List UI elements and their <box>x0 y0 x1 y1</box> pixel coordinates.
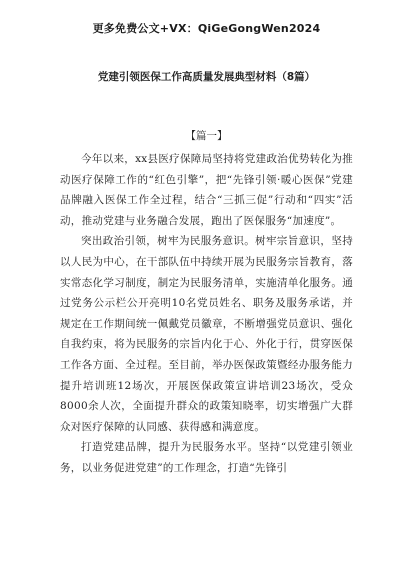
body-paragraph: 打造党建品牌，提升为民服务水平。坚持“以党建引领业务，以业务促进党建”的工作理念，打造“先锋引 <box>60 441 353 474</box>
section-heading: 【篇一】 <box>185 130 228 142</box>
document-body <box>60 149 353 479</box>
document-title: 党建引领医保工作高质量发展典型材料（8篇） <box>97 71 316 83</box>
watermark-text: 更多免费公文+VX：QiGeGongWen2024 <box>92 22 321 35</box>
body-paragraph: 突出政治引领，树牢为民服务意识。树牢宗旨意识，坚持以人民为中心，在干部队伍中持续开展为民服务宗旨教育，落实常态化学习制度，制定为民服务清单，实施清单化服务。通过党务公示栏公开亮明10名党员姓名、职务及服务承诺，并规定在工作期间统一佩戴党员徽章，不断增强党员意识、强化自我约束，将为民服务的宗旨内化于心、外化于行，贯穿医保工作各方面、全过程。至目前，举办医保政策暨经办服务能力提升培训班12场次，开展医保政策宣讲培训23场次，受众8000余人次，全面提升群众的政策知晓率，切实增强广大群众对医疗保障的认同感、获得感和满意度。 <box>60 235 353 433</box>
body-paragraph: 今年以来，xx县医疗保障局坚持将党建政治优势转化为推动医疗保障工作的“红色引擎”，把“先锋引领·暖心医保”党建品牌融入医保工作全过程，结合“三抓三促”行动和“四实”活动，推动党建与业务融合发展，跑出了医保服务“加速度”。 <box>60 153 353 227</box>
